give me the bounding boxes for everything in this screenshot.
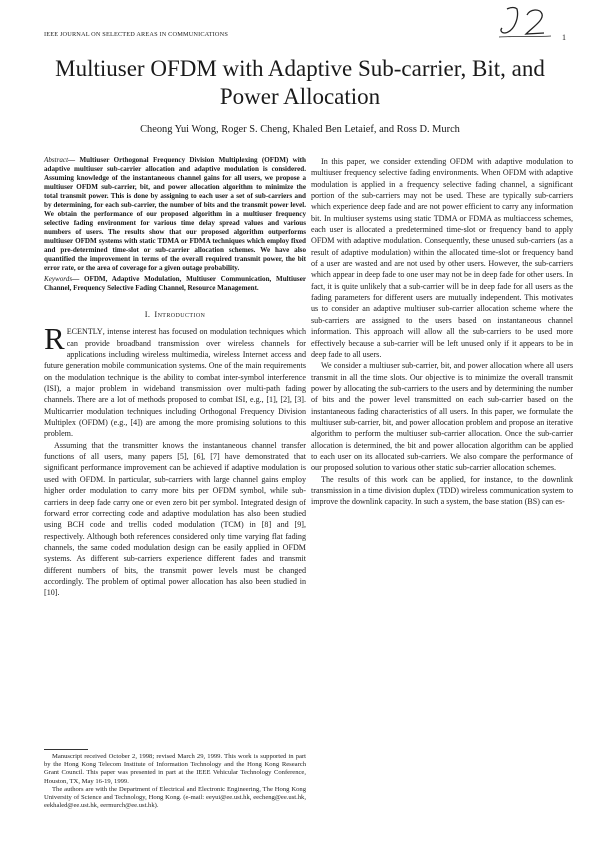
- footnote-rule: [44, 749, 88, 750]
- intro-paragraph-3: [311, 156, 573, 360]
- journal-running-head: IEEE JOURNAL ON SELECTED AREAS IN COMMUNICATIONS: [44, 31, 228, 38]
- paper-title: Multiuser OFDM with Adaptive Sub-carrier, Bit, and Power Allocation: [55, 56, 545, 109]
- intro-paragraph-5: [311, 474, 573, 508]
- intro-first-word: ECENTLY: [66, 327, 103, 337]
- footnotes: [44, 744, 306, 810]
- section-number: I.: [144, 310, 151, 319]
- abstract: [44, 156, 306, 273]
- right-column: [311, 156, 573, 508]
- page-number: 1: [562, 33, 566, 42]
- left-column: [44, 156, 306, 599]
- intro-paragraph-1-text: , intense interest has focused on modulation techniques which can provide broadband transmission over wireless channels for applications including wireless multimedia, wireless Internet access and future generation mobile communication systems. One of the main requirements on the modulation technique is the ability to combat inter-symbol interference (ISI), a major problem in wideband transmission over multi-path fading channels. There are a lot of methods proposed to combat ISI, e.g., [1], [2], [3]. Multicarrier modulation techniques including Orthogonal Frequency Division Multiplex (OFDM) (e.g., [4]) are among the more promising solutions to this problem.: [44, 327, 306, 439]
- intro-paragraph-2: [44, 440, 306, 599]
- keywords-text: — OFDM, Adaptive Modulation, Multiuser Communication, Multiuser Channel, Frequency Selective Fading Channel, Resource Management.: [44, 275, 306, 292]
- intro-paragraph-1: [44, 321, 306, 439]
- intro-paragraph-2-text: Assuming that the transmitter knows the instantaneous channel transfer functions of all users, many papers [5], [6], [7] have demonstrated that significant performance improvement can be achieved if adaptive modulation is used with OFDM. In particular, sub-carriers with large channel gains employ higher order modulation to carry more bits per OFDM symbol, while sub-carriers in deep fade carry one or even zero bit per symbol. Integrated design of forward error correcting code and adaptive modulation has also been studied using BCH code and trellis coded modulation (TCM) in [8] and [9], respectively. Although both references considered only time varying flat fading channels, the same coded modulation design can be easily applied in OFDM systems. As different sub-carriers experience different fades and transmit different numbers of bits, the transmit power levels must be changed accordingly. The problem of optimal power allocation has also been studied in [10].: [44, 440, 306, 598]
- abstract-text: — Multiuser Orthogonal Frequency Division Multiplexing (OFDM) with adaptive multiuser sub-carrier allocation and adaptive modulation is considered. Assuming knowledge of the instantaneous channel gains for all users, we propose a multiuser OFDM sub-carrier, bit, and power allocation algorithm to minimize the total transmit power. This is done by assigning to each user a set of sub-carriers and by determining, for each sub-carrier, the number of bits and the transmit power level. We obtain the performance of our proposed algorithm in a multiuser frequency selective fading environment for various time delay spread values and various numbers of users. The results show that our proposed algorithm outperforms multiuser OFDM systems with static TDMA or FDMA techniques which employ fixed and pre-determined time-slot or sub-carrier allocation schemes. We have also quantified the improvement in terms of the overall required transmit power, the bit error rate, or the area of coverage for a given outage probability.: [44, 156, 306, 272]
- section-heading: [44, 309, 306, 320]
- abstract-lead: Abstract: [44, 156, 69, 164]
- intro-paragraph-5-text: The results of this work can be applied, for instance, to the downlink transmission in a time division duplex (TDD) wireless communication system to improve the downlink capacity. In such a system, the base station (BS) can es-: [311, 474, 573, 507]
- paper-authors: Cheong Yui Wong, Roger S. Cheng, Khaled Ben Letaief, and Ross D. Murch: [140, 124, 460, 135]
- footnote-authors: The authors are with the Department of Electrical and Electronic Engineering, The Hong Kong University of Science and Technology, Hong Kong. (e-mail: eeyui@ee.ust.hk, eecheng@ee.ust.hk, eekhaled@ee.ust.hk, eermurch@ee.ust.hk).: [44, 785, 306, 810]
- intro-paragraph-4-text: We consider a multiuser sub-carrier, bit, and power allocation where all users transmit in all the time slots. Our objective is to minimize the overall transmit power by allocating the sub-carriers to the users and by determining the number of bits and the power level transmitted on each sub-carrier based on the instantaneous fading characteristics of all users. In this paper, we formulate the multiuser sub-carrier, bit, and power allocation problem and propose an iterative algorithm to perform the multiuser sub-carrier allocation. Once the sub-carrier allocation is determined, the bit and power allocation algorithm can be applied to each user on its allocated sub-carriers. We also compare the performance of our proposed solution to various other static sub-carrier allocation schemes.: [311, 361, 573, 473]
- keywords: [44, 275, 306, 293]
- keywords-lead: Keywords: [44, 275, 73, 283]
- intro-paragraph-3-text: In this paper, we consider extending OFDM with adaptive modulation to multiuser frequency selective fading environments. When OFDM with adaptive modulation is applied in a frequency selective fading channel, a significant portion of the sub-carriers may not be used. These are typically sub-carriers which experience deep fade and are not power efficient to carry any information bit. In multiuser systems using static TDMA or FDMA as multiaccess schemes, each user is allocated a predetermined time-slot or frequency band to apply OFDM with adaptive modulation. Consequently, these unused sub-carriers (as a result of adaptive modulation) within the allocated time-slot or frequency band of a user are wasted and are not used by other users. However, the sub-carriers which appear in deep fade to one user may not be in deep fade for other users. In fact, it is quite unlikely that a sub-carrier will be in deep fade for all users as the fading parameters for different users are mutually independent. This motivates us to consider an adaptive multiuser sub-carrier allocation scheme where the sub-carriers are assigned to the users based on instantaneous channel information. This approach will allow all the sub-carriers to be used more effectively because a sub-carrier will be left unused only if it appears to be in deep fade to all users.: [311, 157, 573, 359]
- section-title: Introduction: [154, 310, 206, 319]
- handwritten-mark: [497, 3, 553, 39]
- intro-paragraph-4: [311, 360, 573, 473]
- drop-cap: R: [44, 321, 65, 357]
- footnote-manuscript: Manuscript received October 2, 1998; revised March 29, 1999. This work is supported in part by the Hong Kong Telecom Institute of Information Technology and the Hong Kong Research Grant Council. This paper was presented in part at the IEEE Vehicular Technology Conference, Houston, TX, May 16-19, 1999.: [44, 753, 306, 785]
